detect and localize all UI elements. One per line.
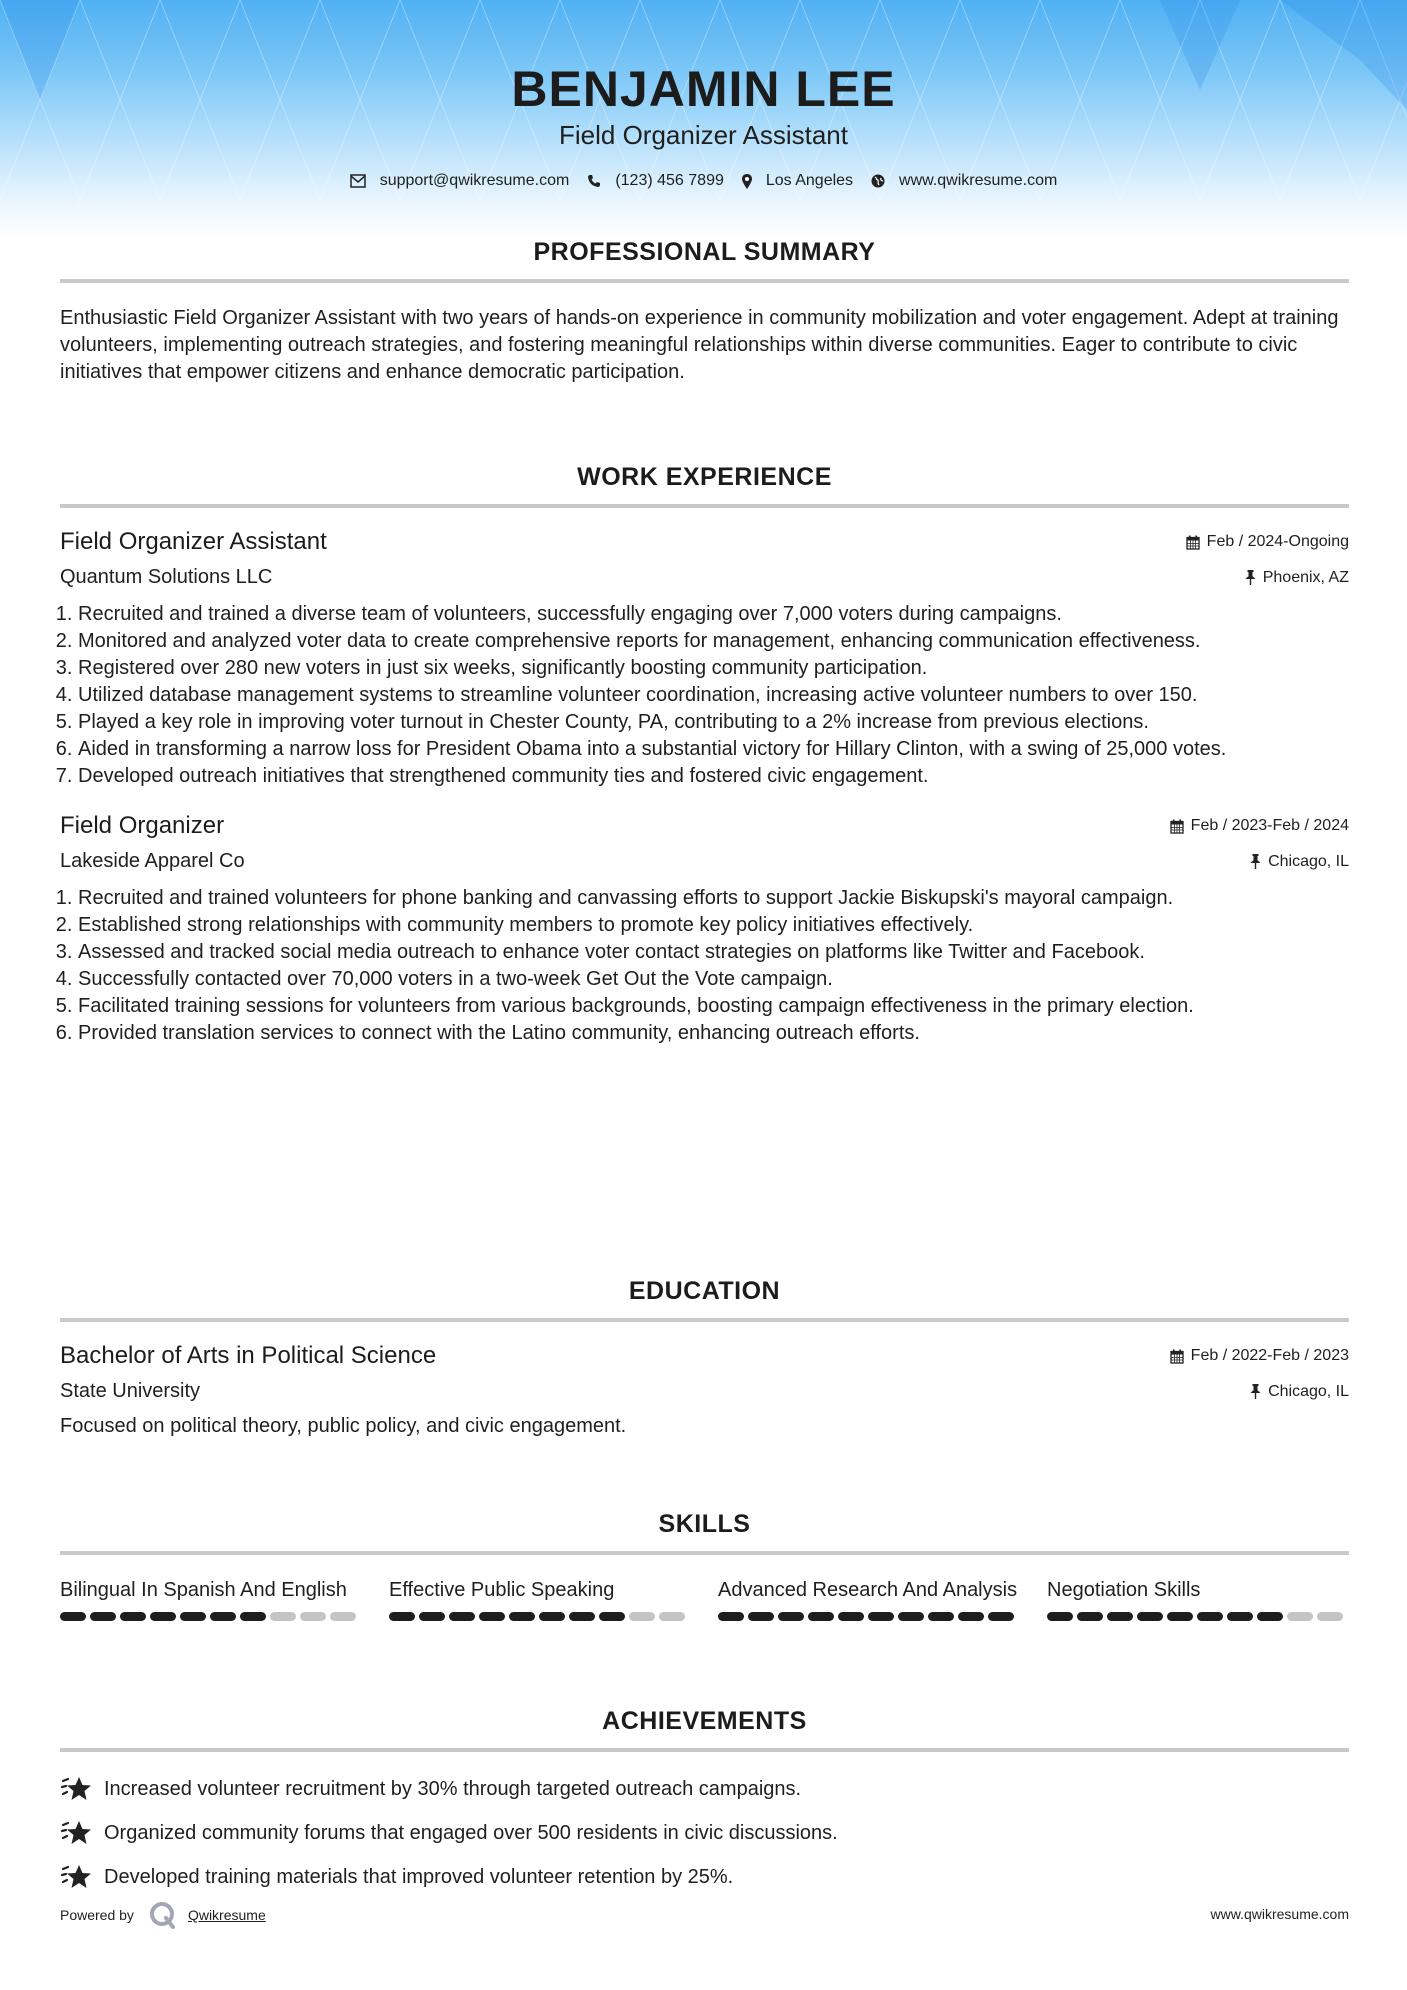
achievement-text: Increased volunteer recruitment by 30% through targeted outreach campaigns. <box>104 1777 802 1800</box>
achievements-list <box>60 1774 1349 1892</box>
achievement-text: Developed training materials that improved volunteer retention by 25%. <box>104 1865 734 1888</box>
bullet-item: 1. Recruited and trained a diverse team of volunteers, successfully engaging over 7,000 voters during campaigns. <box>78 601 1349 628</box>
skill-name: Bilingual In Spanish And English <box>60 1579 347 1601</box>
calendar-icon <box>1186 535 1200 550</box>
job-dates <box>1186 533 1349 551</box>
bullet-item: 3. Assessed and tracked social media outreach to enhance voter contact strategies on platforms like Twitter and Facebook. <box>78 939 1349 966</box>
section-heading-summary: PROFESSIONAL SUMMARY <box>533 238 876 266</box>
rating-dot-filled <box>90 1612 116 1621</box>
achievement-item <box>60 1862 1349 1892</box>
rating-dot-filled <box>718 1612 744 1621</box>
rating-dot-filled <box>1047 1612 1073 1621</box>
contact-email[interactable] <box>350 172 570 190</box>
bullet-item: 4. Utilized database management systems to streamline volunteer coordination, increasing active volunteer numbers to over 150. <box>78 682 1349 709</box>
map-marker-icon <box>742 174 752 189</box>
calendar-icon <box>1170 819 1184 834</box>
skill-item <box>1047 1577 1348 1621</box>
skill-rating <box>718 1612 1019 1621</box>
rating-dot-filled <box>180 1612 206 1621</box>
rating-dot-filled <box>569 1612 595 1621</box>
skill-rating <box>60 1612 361 1621</box>
job-entry <box>60 528 1349 790</box>
rating-dot-filled <box>1227 1612 1253 1621</box>
job-title: Field Organizer <box>60 812 225 839</box>
education-dates <box>1170 1347 1349 1365</box>
section-heading-achievements: ACHIEVEMENTS <box>602 1707 807 1735</box>
summary-text: Enthusiastic Field Organizer Assistant with two years of hands-on experience in community mobilization and voter engagement. Adept at training volunteers, implementing outreach strategies, and fostering meaningful relationships within diverse communities. Eager to contribute to civic initiatives that empower citizens and enhance democratic participation. <box>60 307 1339 383</box>
skill-rating <box>1047 1612 1348 1621</box>
phone-icon <box>587 174 601 188</box>
rating-dot-filled <box>928 1612 954 1621</box>
contact-bar <box>0 172 1407 190</box>
star-award-icon <box>60 1775 92 1803</box>
skill-rating <box>389 1612 690 1621</box>
dates-text: Feb / 2023-Feb / 2024 <box>1190 817 1349 834</box>
contact-location <box>742 172 853 190</box>
bullet-item: 1. Recruited and trained volunteers for phone banking and canvassing efforts to support Jackie Biskupski's mayoral campaign. <box>78 885 1349 912</box>
dates-text: Feb / 2024-Ongoing <box>1206 533 1349 550</box>
phone-text: (123) 456 7899 <box>615 172 724 189</box>
degree-title: Bachelor of Arts in Political Science <box>60 1342 437 1369</box>
section-heading-skills: SKILLS <box>658 1510 751 1538</box>
globe-icon <box>871 174 885 188</box>
bullet-item: 2. Established strong relationships with community members to promote key policy initiatives effectively. <box>78 912 1349 939</box>
rating-dot-filled <box>1077 1612 1103 1621</box>
rating-dot-filled <box>1167 1612 1193 1621</box>
rating-dot-filled <box>778 1612 804 1621</box>
dates-text: Feb / 2022-Feb / 2023 <box>1190 1347 1349 1364</box>
skill-item <box>60 1577 361 1621</box>
achievement-text: Organized community forums that engaged over 500 residents in civic discussions. <box>104 1821 838 1844</box>
rating-dot-filled <box>958 1612 984 1621</box>
skill-name: Effective Public Speaking <box>389 1579 615 1601</box>
job-location <box>1245 569 1349 587</box>
envelope-icon <box>350 174 366 188</box>
location-text: Phoenix, AZ <box>1262 568 1349 586</box>
section-divider <box>60 1748 1349 1752</box>
candidate-name: BENJAMIN LEE <box>511 61 896 117</box>
skill-name: Advanced Research And Analysis <box>718 1579 1018 1601</box>
rating-dot-filled <box>419 1612 445 1621</box>
rating-dot-empty <box>1317 1612 1343 1621</box>
location-text: Chicago, IL <box>1268 852 1349 870</box>
job-title: Field Organizer Assistant <box>60 528 327 555</box>
rating-dot-filled <box>389 1612 415 1621</box>
powered-by-label: Powered by <box>60 1907 134 1923</box>
rating-dot-filled <box>210 1612 236 1621</box>
job-dates <box>1170 817 1349 835</box>
rating-dot-filled <box>808 1612 834 1621</box>
job-bullets <box>60 885 1349 1047</box>
skill-item <box>389 1577 690 1621</box>
bullet-item: 2. Monitored and analyzed voter data to create comprehensive reports for management, enhancing communication effectiveness. <box>78 628 1349 655</box>
rating-dot-filled <box>838 1612 864 1621</box>
rating-dot-filled <box>1137 1612 1163 1621</box>
rating-dot-filled <box>599 1612 625 1621</box>
company-name: Quantum Solutions LLC <box>60 566 273 588</box>
skill-item <box>718 1577 1019 1621</box>
skills-grid <box>60 1577 1349 1621</box>
qwikresume-logo-icon <box>148 1900 178 1930</box>
bullet-item: 5. Facilitated training sessions for volunteers from various backgrounds, boosting campaign effectiveness in the primary election. <box>78 993 1349 1020</box>
location-text: Chicago, IL <box>1268 1382 1349 1400</box>
rating-dot-filled <box>479 1612 505 1621</box>
achievements-section <box>60 1707 1349 1906</box>
pushpin-icon <box>1250 854 1261 869</box>
rating-dot-filled <box>449 1612 475 1621</box>
section-divider <box>60 279 1349 283</box>
contact-phone[interactable] <box>587 172 724 190</box>
rating-dot-filled <box>1197 1612 1223 1621</box>
candidate-title: Field Organizer Assistant <box>558 120 848 150</box>
location-text: Los Angeles <box>765 172 854 189</box>
email-text: support@qwikresume.com <box>379 172 570 189</box>
powered-by <box>60 1900 266 1930</box>
skills-section <box>60 1510 1349 1621</box>
rating-dot-empty <box>330 1612 356 1621</box>
section-heading-experience: WORK EXPERIENCE <box>577 463 832 491</box>
job-location <box>1250 853 1349 871</box>
rating-dot-filled <box>120 1612 146 1621</box>
resume-header <box>0 0 1407 240</box>
star-award-icon <box>60 1863 92 1891</box>
education-section <box>60 1277 1349 1440</box>
company-name: Lakeside Apparel Co <box>60 850 245 872</box>
rating-dot-filled <box>509 1612 535 1621</box>
rating-dot-filled <box>1257 1612 1283 1621</box>
section-divider <box>60 1551 1349 1555</box>
rating-dot-filled <box>539 1612 565 1621</box>
rating-dot-filled <box>60 1612 86 1621</box>
pushpin-icon <box>1250 1384 1261 1399</box>
bullet-item: 4. Successfully contacted over 70,000 voters in a two-week Get Out the Vote campaign. <box>78 966 1349 993</box>
qwikresume-link[interactable]: Qwikresume <box>187 1907 266 1923</box>
rating-dot-filled <box>748 1612 774 1621</box>
bullet-item: 5. Played a key role in improving voter turnout in Chester County, PA, contributing to a 2% increase from previous elections. <box>78 709 1349 736</box>
bullet-item: 6. Provided translation services to connect with the Latino community, enhancing outreach efforts. <box>78 1020 1349 1047</box>
skill-name: Negotiation Skills <box>1047 1579 1201 1601</box>
section-divider <box>60 504 1349 508</box>
rating-dot-empty <box>659 1612 685 1621</box>
achievement-item <box>60 1774 1349 1804</box>
rating-dot-filled <box>868 1612 894 1621</box>
section-divider <box>60 1318 1349 1322</box>
experience-section <box>60 463 1349 1047</box>
calendar-icon <box>1170 1349 1184 1364</box>
achievement-item <box>60 1818 1349 1848</box>
rating-dot-filled <box>150 1612 176 1621</box>
rating-dot-empty <box>270 1612 296 1621</box>
rating-dot-empty <box>300 1612 326 1621</box>
bullet-item: 7. Developed outreach initiatives that strengthened community ties and fostered civic engagement. <box>78 763 1349 790</box>
rating-dot-filled <box>1107 1612 1133 1621</box>
website-text: www.qwikresume.com <box>899 172 1058 189</box>
section-heading-education: EDUCATION <box>628 1277 781 1305</box>
rating-dot-filled <box>988 1612 1014 1621</box>
pushpin-icon <box>1245 570 1256 585</box>
rating-dot-empty <box>629 1612 655 1621</box>
rating-dot-empty <box>1287 1612 1313 1621</box>
job-bullets <box>60 601 1349 790</box>
job-entry <box>60 812 1349 1047</box>
bullet-item: 6. Aided in transforming a narrow loss for President Obama into a substantial victory for Hillary Clinton, with a swing of 25,000 votes. <box>78 736 1349 763</box>
contact-website[interactable] <box>871 172 1057 190</box>
bullet-item: 3. Registered over 280 new voters in just six weeks, significantly boosting community participation. <box>78 655 1349 682</box>
footer-website-link[interactable]: www.qwikresume.com <box>1210 1906 1349 1922</box>
rating-dot-filled <box>240 1612 266 1621</box>
summary-section <box>60 238 1349 386</box>
star-award-icon <box>60 1819 92 1847</box>
education-description: Focused on political theory, public policy, and civic engagement. <box>60 1415 627 1437</box>
school-name: State University <box>60 1380 201 1402</box>
rating-dot-filled <box>898 1612 924 1621</box>
education-location <box>1250 1383 1349 1401</box>
